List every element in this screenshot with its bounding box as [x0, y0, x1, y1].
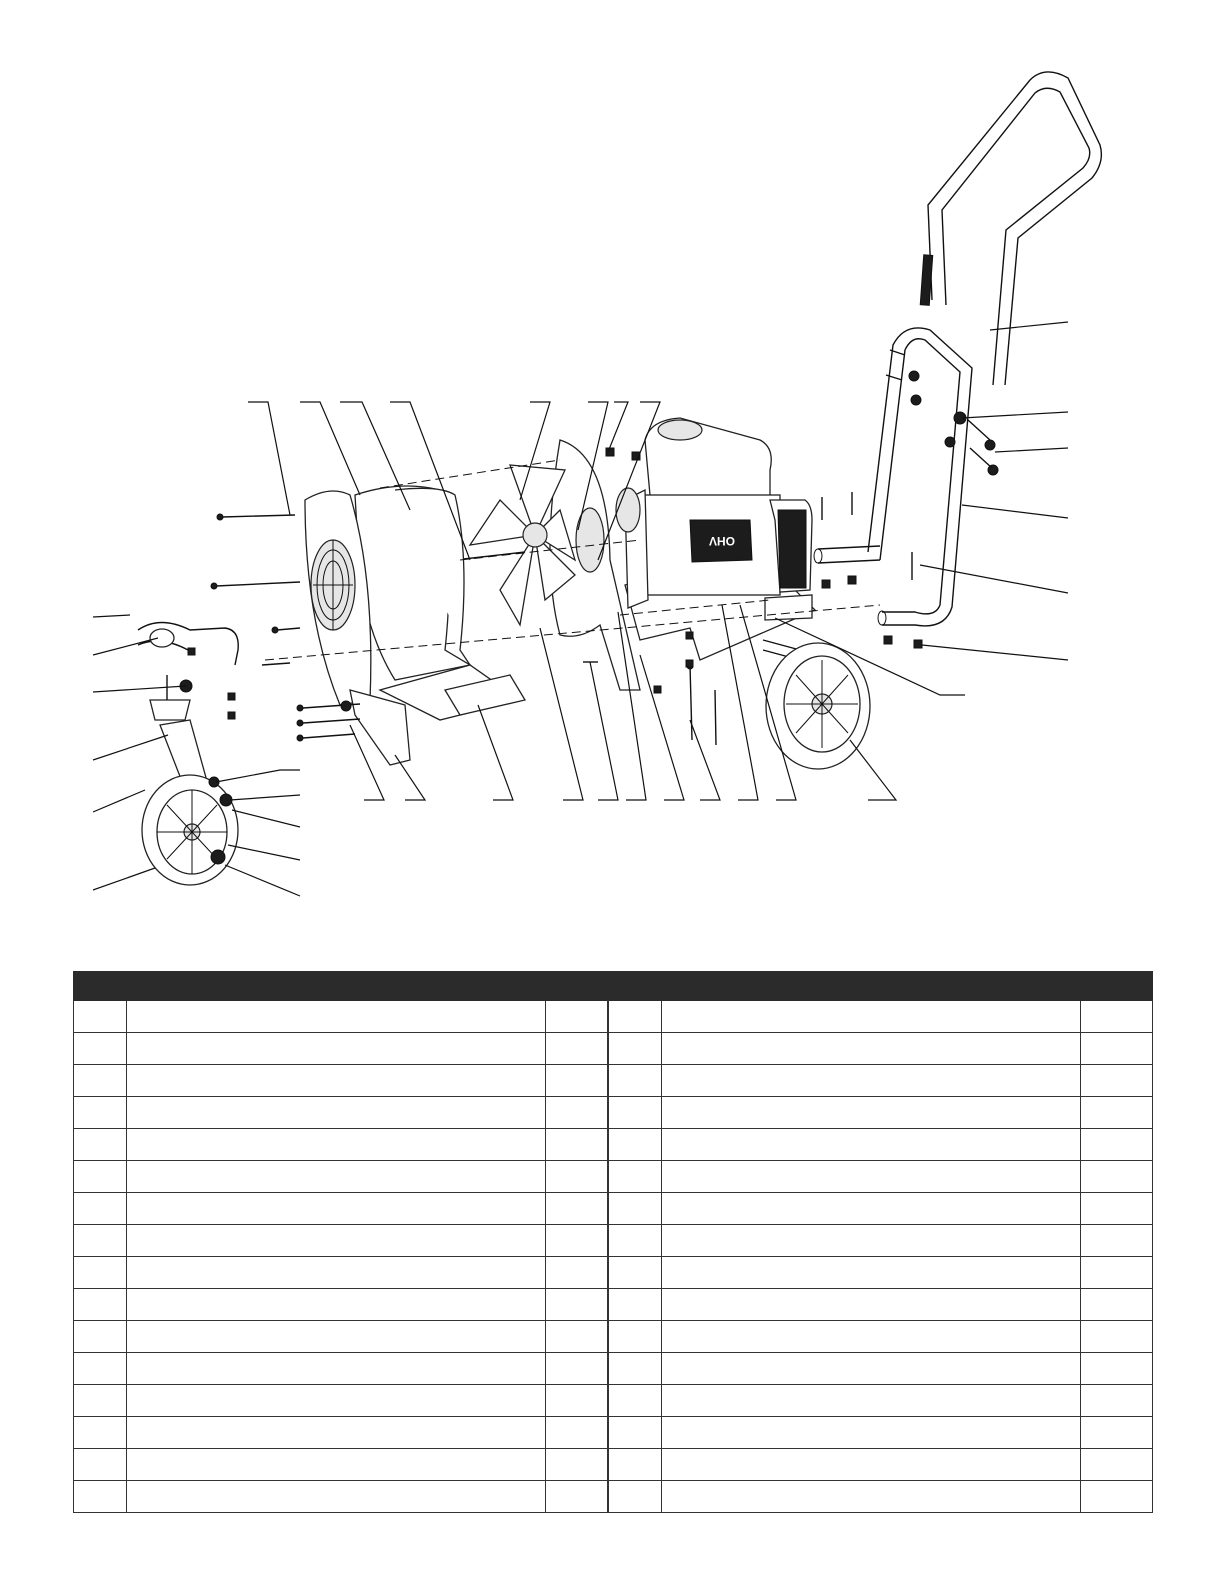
- table-cell: [662, 1385, 1081, 1417]
- table-cell: [662, 1161, 1081, 1193]
- header-cell: [74, 972, 127, 1001]
- table-row: [74, 1289, 1153, 1321]
- table-cell: [608, 1289, 662, 1321]
- engine-badge: OHV: [708, 534, 736, 548]
- table-cell: [74, 1289, 127, 1321]
- table-cell: [74, 1385, 127, 1417]
- table-cell: [127, 1001, 546, 1033]
- table-cell: [546, 1417, 608, 1449]
- table-cell: [74, 1161, 127, 1193]
- table-cell: [608, 1225, 662, 1257]
- table-cell: [608, 1193, 662, 1225]
- table-row: [74, 1161, 1153, 1193]
- table-cell: [127, 1321, 546, 1353]
- table-cell: [74, 1033, 127, 1065]
- table-cell: [1081, 1289, 1153, 1321]
- table-cell: [1081, 1001, 1153, 1033]
- table-cell: [74, 1417, 127, 1449]
- table-header-row: [74, 972, 1153, 1001]
- table-cell: [608, 1481, 662, 1513]
- table-cell: [1081, 1353, 1153, 1385]
- table-cell: [546, 1353, 608, 1385]
- table-row: [74, 1193, 1153, 1225]
- table-cell: [608, 1097, 662, 1129]
- table-cell: [1081, 1129, 1153, 1161]
- table-row: [74, 1033, 1153, 1065]
- table-cell: [608, 1353, 662, 1385]
- table-cell: [74, 1257, 127, 1289]
- table-row: [74, 1449, 1153, 1481]
- table-cell: [127, 1417, 546, 1449]
- table-cell: [546, 1001, 608, 1033]
- table-cell: [662, 1289, 1081, 1321]
- upper-handle: [920, 72, 1101, 385]
- table-cell: [546, 1065, 608, 1097]
- table-cell: [127, 1385, 546, 1417]
- table-row: [74, 1385, 1153, 1417]
- header-cell: [662, 972, 1081, 1001]
- table-cell: [74, 1353, 127, 1385]
- table-cell: [1081, 1417, 1153, 1449]
- table-cell: [74, 1065, 127, 1097]
- table-row: [74, 1321, 1153, 1353]
- table-cell: [1081, 1097, 1153, 1129]
- table-cell: [662, 1417, 1081, 1449]
- table-cell: [127, 1225, 546, 1257]
- header-cell: [1081, 972, 1153, 1001]
- frame-tube: [814, 328, 972, 626]
- table-cell: [1081, 1193, 1153, 1225]
- rear-wheel: [763, 640, 870, 769]
- table-row: [74, 1417, 1153, 1449]
- table-cell: [1081, 1481, 1153, 1513]
- table-cell: [1081, 1065, 1153, 1097]
- table-row: [74, 1065, 1153, 1097]
- table-cell: [662, 1481, 1081, 1513]
- table-cell: [127, 1481, 546, 1513]
- table-cell: [546, 1481, 608, 1513]
- table-cell: [546, 1321, 608, 1353]
- table-cell: [662, 1449, 1081, 1481]
- table-cell: [127, 1353, 546, 1385]
- table-cell: [74, 1449, 127, 1481]
- table-cell: [662, 1193, 1081, 1225]
- table-row: [74, 1353, 1153, 1385]
- table-cell: [608, 1321, 662, 1353]
- table-cell: [608, 1033, 662, 1065]
- table-cell: [608, 1001, 662, 1033]
- table-cell: [608, 1129, 662, 1161]
- table-cell: [74, 1481, 127, 1513]
- parts-table: [73, 971, 1153, 1513]
- table-cell: [1081, 1449, 1153, 1481]
- table-cell: [546, 1449, 608, 1481]
- table-row: [74, 1097, 1153, 1129]
- table-cell: [546, 1289, 608, 1321]
- table-cell: [546, 1193, 608, 1225]
- header-cell: [546, 972, 608, 1001]
- table-row: [74, 1481, 1153, 1513]
- table-cell: [74, 1001, 127, 1033]
- table-cell: [1081, 1321, 1153, 1353]
- table-cell: [1081, 1225, 1153, 1257]
- table-cell: [662, 1321, 1081, 1353]
- table-cell: [74, 1193, 127, 1225]
- table-row: [74, 1129, 1153, 1161]
- table-cell: [608, 1065, 662, 1097]
- table-cell: [546, 1129, 608, 1161]
- table-cell: [127, 1289, 546, 1321]
- table-cell: [1081, 1161, 1153, 1193]
- table-cell: [608, 1161, 662, 1193]
- table-cell: [127, 1193, 546, 1225]
- table-cell: [1081, 1033, 1153, 1065]
- table-cell: [546, 1161, 608, 1193]
- table-cell: [1081, 1257, 1153, 1289]
- table-cell: [127, 1097, 546, 1129]
- table-cell: [546, 1257, 608, 1289]
- table-cell: [608, 1449, 662, 1481]
- table-cell: [662, 1129, 1081, 1161]
- table-cell: [662, 1097, 1081, 1129]
- table-cell: [74, 1225, 127, 1257]
- table-cell: [1081, 1385, 1153, 1417]
- table-cell: [662, 1257, 1081, 1289]
- table-cell: [127, 1065, 546, 1097]
- table-row: [74, 1257, 1153, 1289]
- table-cell: [662, 1065, 1081, 1097]
- table-cell: [608, 1257, 662, 1289]
- table-cell: [546, 1033, 608, 1065]
- table-cell: [127, 1161, 546, 1193]
- table-cell: [74, 1129, 127, 1161]
- table-cell: [127, 1449, 546, 1481]
- table-cell: [74, 1097, 127, 1129]
- parts-table-body: [74, 1001, 1153, 1513]
- table-cell: [662, 1353, 1081, 1385]
- table-cell: [608, 1385, 662, 1417]
- table-cell: [74, 1321, 127, 1353]
- table-cell: [546, 1225, 608, 1257]
- table-cell: [662, 1225, 1081, 1257]
- table-cell: [662, 1001, 1081, 1033]
- engine: [616, 418, 812, 608]
- table-row: [74, 1001, 1153, 1033]
- table-cell: [546, 1097, 608, 1129]
- header-cell: [127, 972, 546, 1001]
- table-cell: [608, 1417, 662, 1449]
- table-cell: [546, 1385, 608, 1417]
- header-cell: [608, 972, 662, 1001]
- caster-assembly: [138, 623, 238, 886]
- table-cell: [127, 1257, 546, 1289]
- table-cell: [127, 1033, 546, 1065]
- table-cell: [662, 1033, 1081, 1065]
- table-cell: [127, 1129, 546, 1161]
- table-row: [74, 1225, 1153, 1257]
